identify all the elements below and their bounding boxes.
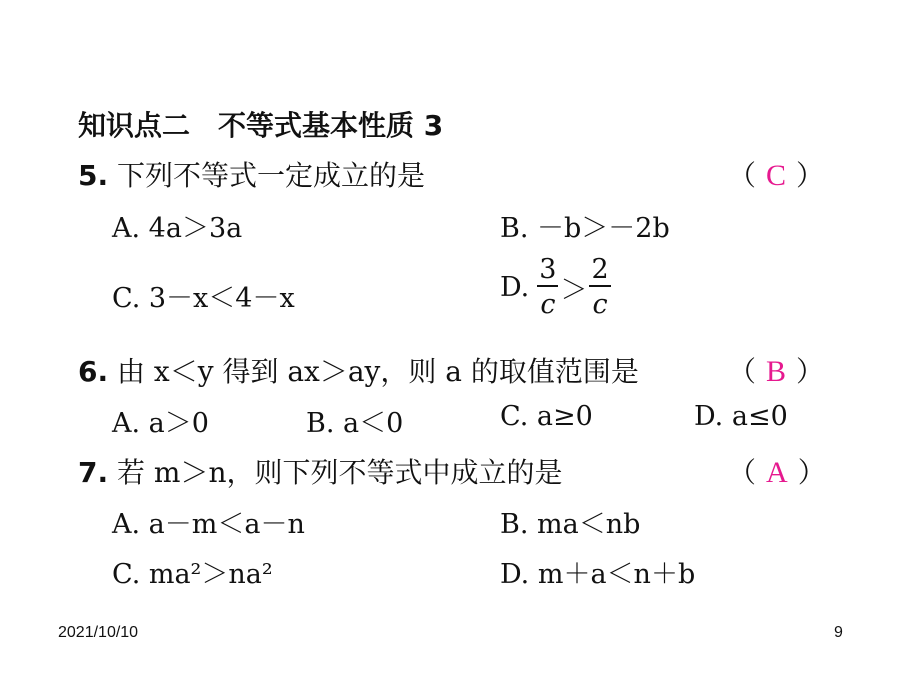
question-7-option-d: D. m＋a＜n＋b <box>500 559 696 590</box>
paren-open: （ <box>728 159 757 192</box>
question-5-option-d <box>500 256 613 318</box>
fraction-numerator: 2 <box>591 254 609 285</box>
question-7-option-a: A. a－m＜a－n <box>112 509 305 540</box>
fraction-numerator: 3 <box>539 254 557 285</box>
question-7-answer: A <box>766 456 788 489</box>
question-5-answer-box <box>728 154 824 194</box>
question-7-option-c: C. ma²＞na² <box>112 559 273 590</box>
question-7-number: 7. <box>78 456 109 489</box>
paren-open: （ <box>728 456 757 489</box>
question-6-option-d: D. a≤0 <box>694 401 788 432</box>
fraction-3-over-c <box>537 256 558 318</box>
question-6-option-a: A. a＞0 <box>112 408 209 439</box>
paren-close: ） <box>796 355 825 388</box>
fraction-denominator: c <box>592 289 608 320</box>
paren-close: ） <box>796 159 825 192</box>
question-6-answer-box <box>728 350 824 390</box>
question-5-answer: C <box>766 159 787 192</box>
paren-open: （ <box>728 355 757 388</box>
fraction-2-over-c <box>589 256 610 318</box>
question-6-option-b: B. a＜0 <box>306 408 404 439</box>
question-5-option-a: A. 4a＞3a <box>112 213 243 244</box>
question-6 <box>78 350 639 390</box>
question-5-text: 下列不等式一定成立的是 <box>117 159 426 192</box>
option-d-label: D. <box>500 271 530 303</box>
page-number: 9 <box>834 624 843 641</box>
question-7-text: 若 m＞n，则下列不等式中成立的是 <box>117 456 563 489</box>
question-6-text: 由 x＜y 得到 ax＞ay，则 a 的取值范围是 <box>117 355 639 388</box>
question-5-number: 5. <box>78 159 109 192</box>
question-5-option-b: B. －b＞－2b <box>500 213 670 244</box>
question-5-option-c: C. 3－x＜4－x <box>112 283 295 314</box>
question-7-option-b: B. ma＜nb <box>500 509 641 540</box>
footer-date: 2021/10/10 <box>58 624 139 641</box>
greater-than-sign: ＞ <box>560 274 588 306</box>
question-5 <box>78 154 425 194</box>
question-7 <box>78 451 563 491</box>
fraction-denominator: c <box>540 289 556 320</box>
question-6-number: 6. <box>78 355 109 388</box>
paren-close: ） <box>797 456 826 489</box>
question-6-option-c: C. a≥0 <box>500 401 593 432</box>
question-6-answer: B <box>766 355 787 388</box>
question-7-answer-box <box>728 451 826 491</box>
section-heading: 知识点二 不等式基本性质 3 <box>78 109 444 142</box>
